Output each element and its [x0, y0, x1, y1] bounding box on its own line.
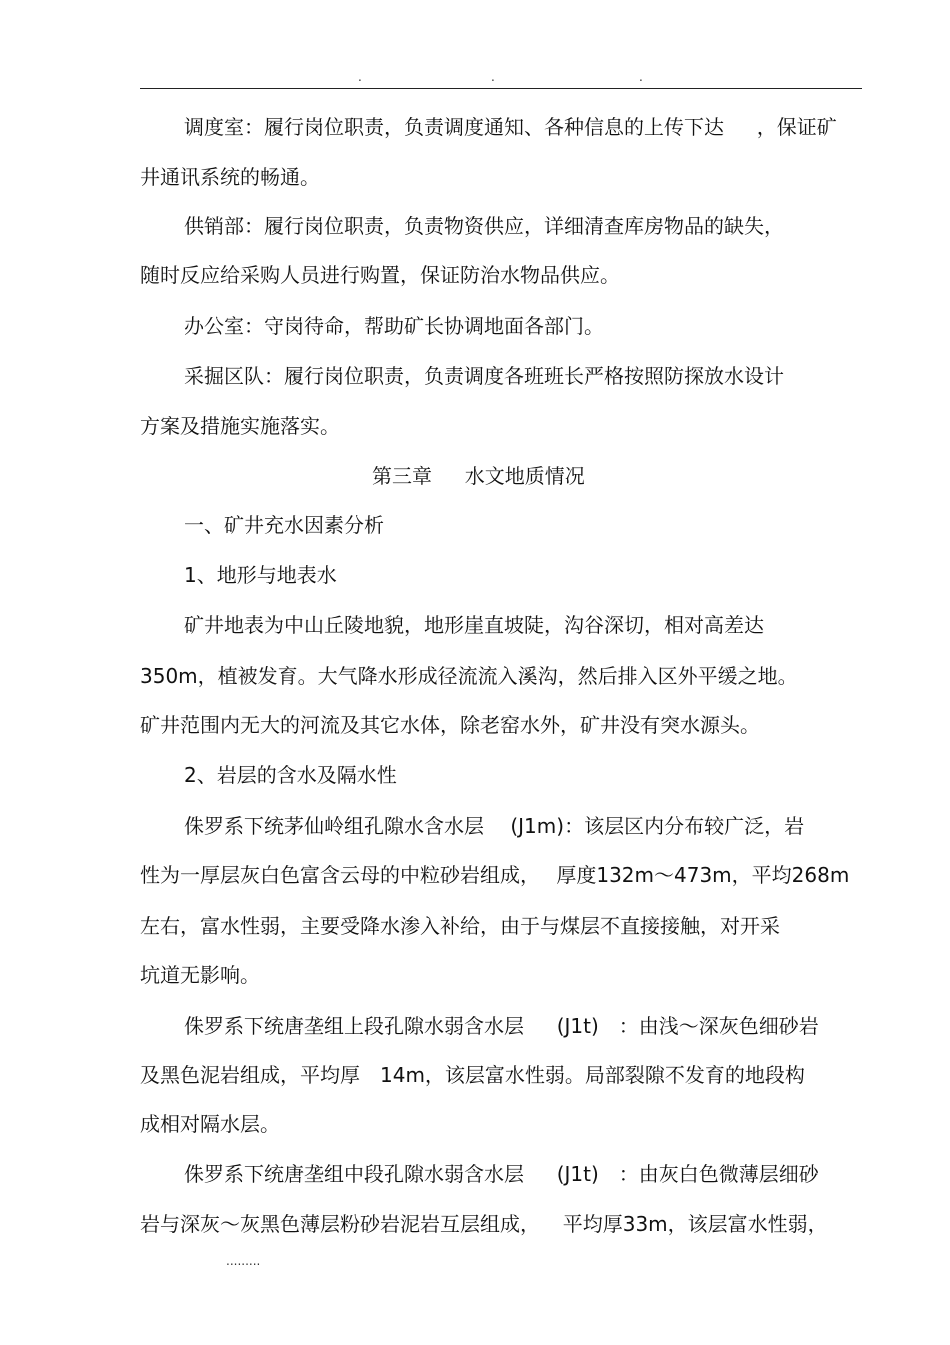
chapter-title: 第三章 水文地质情况	[372, 464, 585, 488]
header-rule	[140, 88, 862, 89]
paragraph-line: 侏罗系下统唐垄组上段孔隙水弱含水层 (J1t) ：由浅～深灰色细砂岩	[184, 1014, 819, 1038]
paragraph-line: 左右，富水性弱，主要受降水渗入补给，由于与煤层不直接接触，对开采	[140, 914, 780, 938]
paragraph-line: 调度室：履行岗位职责，负责调度通知、各种信息的上传下达 ，保证矿	[184, 115, 837, 139]
paragraph-line: 矿井范围内无大的河流及其它水体，除老窑水外，矿井没有突水源头。	[140, 713, 760, 737]
subsection-heading: 1、地形与地表水	[184, 563, 337, 587]
paragraph-line: 矿井地表为中山丘陵地貌，地形崖直坡陡，沟谷深切，相对高差达	[184, 613, 764, 637]
paragraph-line: 采掘区队：履行岗位职责，负责调度各班班长严格按照防探放水设计	[184, 364, 784, 388]
header-dot: .	[358, 70, 362, 84]
footer-dots: .........	[226, 1254, 261, 1268]
paragraph-line: 办公室：守岗待命，帮助矿长协调地面各部门。	[184, 314, 604, 338]
header-dot: .	[639, 70, 643, 84]
header-dot: .	[491, 70, 495, 84]
paragraph-line: 随时反应给采购人员进行购置，保证防治水物品供应。	[140, 263, 620, 287]
paragraph-line: 坑道无影响。	[140, 963, 260, 987]
paragraph-line: 成相对隔水层。	[140, 1112, 280, 1136]
paragraph-line: 岩与深灰～灰黑色薄层粉砂岩泥岩互层组成， 平均厚33m，该层富水性弱，	[140, 1212, 828, 1236]
paragraph-line: 供销部：履行岗位职责，负责物资供应，详细清查库房物品的缺失，	[184, 214, 784, 238]
paragraph-line: 井通讯系统的畅通。	[140, 165, 320, 189]
paragraph-line: 方案及措施实施落实。	[140, 414, 340, 438]
section-heading: 一、矿井充水因素分析	[184, 513, 384, 537]
paragraph-line: 性为一厚层灰白色富含云母的中粒砂岩组成， 厚度132m～473m，平均268m	[140, 863, 850, 887]
paragraph-line: 侏罗系下统茅仙岭组孔隙水含水层 (J1m)：该层区内分布较广泛，岩	[184, 814, 805, 838]
paragraph-line: 350m，植被发育。大气降水形成径流流入溪沟，然后排入区外平缓之地。	[140, 664, 798, 688]
paragraph-line: 及黑色泥岩组成，平均厚 14m，该层富水性弱。局部裂隙不发育的地段构	[140, 1063, 805, 1087]
paragraph-line: 侏罗系下统唐垄组中段孔隙水弱含水层 (J1t) ：由灰白色微薄层细砂	[184, 1162, 819, 1186]
subsection-heading: 2、岩层的含水及隔水性	[184, 763, 397, 787]
